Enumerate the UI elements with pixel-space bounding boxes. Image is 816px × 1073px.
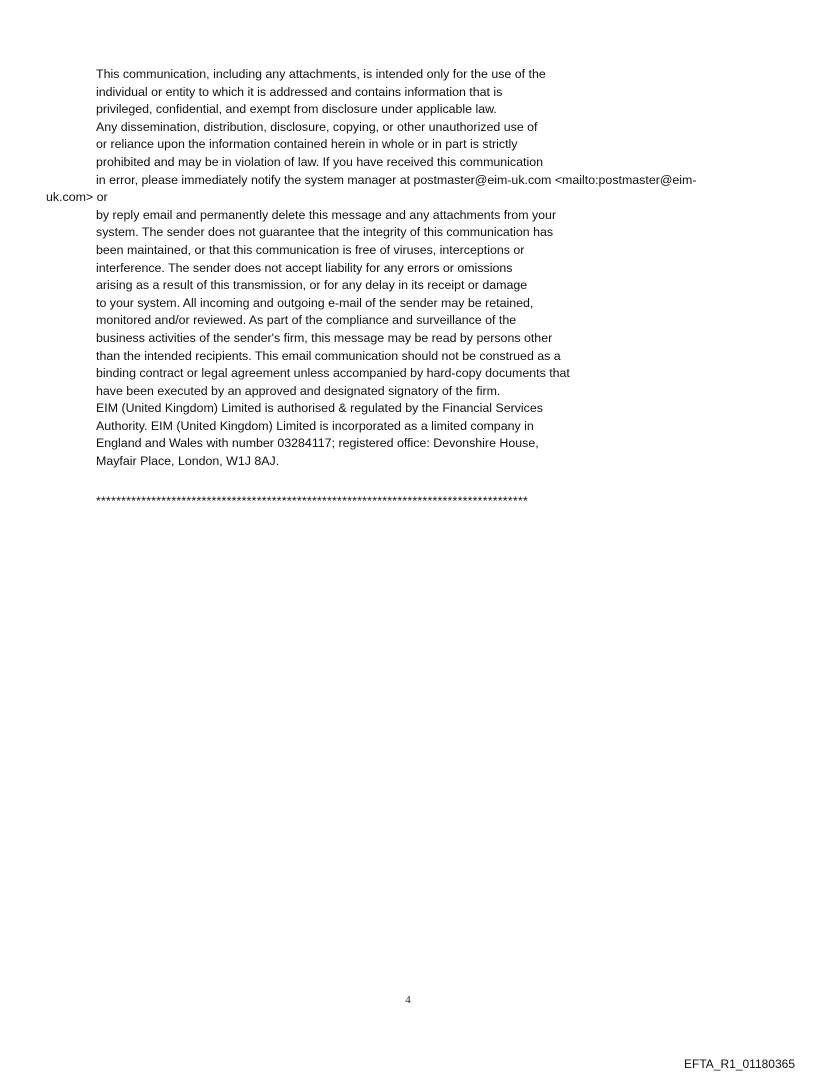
disclaimer-line: have been executed by an approved and designated signatory of the firm. [96, 383, 501, 398]
disclaimer-line: than the intended recipients. This email communication should not be construed as a [96, 348, 561, 363]
disclaimer-line: been maintained, or that this communication is free of viruses, interceptions or [96, 242, 525, 257]
disclaimer-line-email: in error, please immediately notify the system manager at postmaster@eim-uk.com <mailto:postmaster@eim- [96, 172, 697, 187]
disclaimer-line: arising as a result of this transmission, or for any delay in its receipt or damage [96, 278, 528, 293]
disclaimer-line: This communication, including any attachments, is intended only for the use of the [96, 67, 546, 81]
disclaimer-line: or reliance upon the information contained herein in whole or in part is strictly [96, 137, 518, 152]
disclaimer-line: Any dissemination, distribution, disclosure, copying, or other unauthorized use of [96, 119, 538, 134]
page-number: 4 [405, 994, 411, 1006]
disclaimer-line: binding contract or legal agreement unless accompanied by hard-copy documents that [96, 366, 570, 381]
disclaimer-line: by reply email and permanently delete this message and any attachments from your [96, 207, 557, 222]
disclaimer-line: individual or entity to which it is addressed and contains information that is [96, 84, 503, 99]
disclaimer-line: system. The sender does not guarantee that the integrity of this communication has [96, 225, 554, 240]
disclaimer-line: interference. The sender does not accept liability for any errors or omissions [96, 260, 513, 275]
disclaimer-line: monitored and/or reviewed. As part of the compliance and surveillance of the [96, 313, 517, 328]
asterisk-separator: ************************************************************************************** [96, 494, 528, 508]
disclaimer-line: Mayfair Place, London, W1J 8AJ. [96, 454, 280, 469]
disclaimer-line: to your system. All incoming and outgoing e-mail of the sender may be retained, [96, 295, 534, 310]
disclaimer-line: Authority. EIM (United Kingdom) Limited is incorporated as a limited company in [96, 418, 534, 433]
disclaimer-line-email-wrap: uk.com> or [46, 190, 108, 205]
disclaimer-line: privileged, confidential, and exempt from disclosure under applicable law. [96, 102, 497, 117]
document-id: EFTA_R1_01180365 [684, 1057, 795, 1071]
disclaimer-line: EIM (United Kingdom) Limited is authorised & regulated by the Financial Services [96, 401, 543, 416]
disclaimer-line: England and Wales with number 03284117; registered office: Devonshire House, [96, 436, 539, 451]
disclaimer-text [0, 66, 816, 471]
disclaimer-line: prohibited and may be in violation of law. If you have received this communication [96, 154, 544, 169]
disclaimer-line: business activities of the sender's firm, this message may be read by persons other [96, 330, 553, 345]
